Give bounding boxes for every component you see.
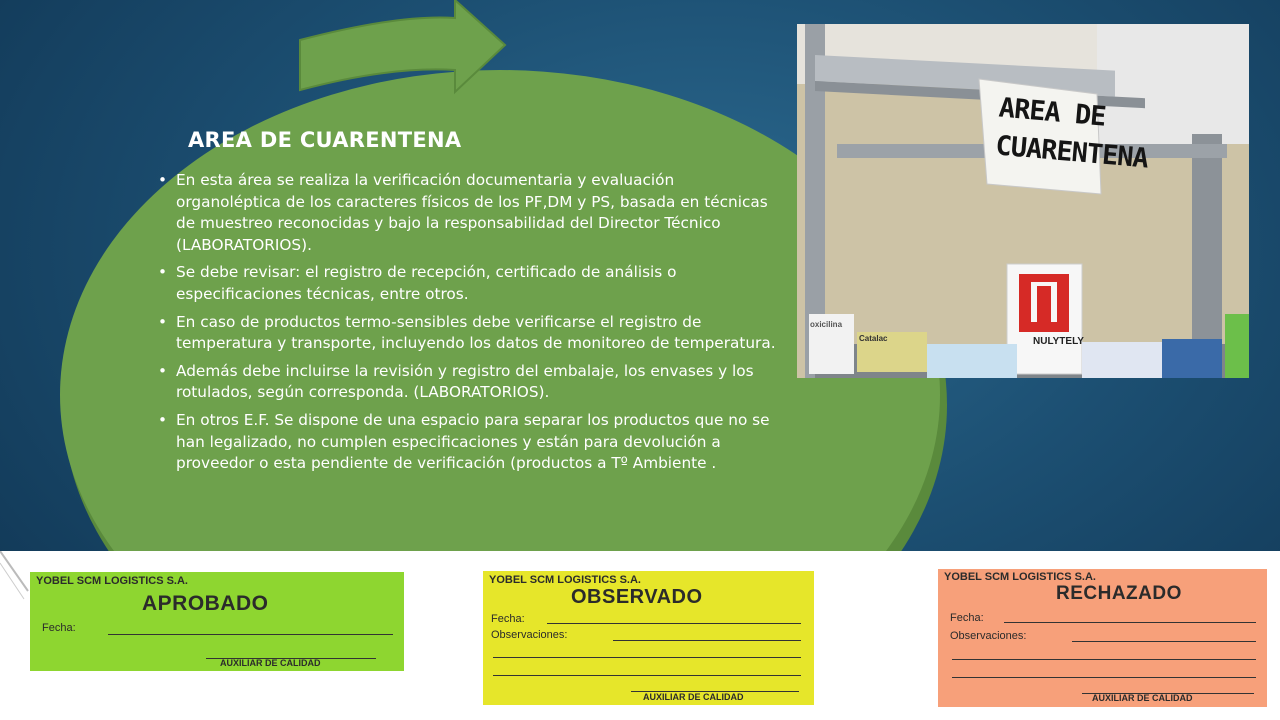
label-observaciones: Observaciones: — [950, 630, 1027, 642]
sign-line: AREA DE — [997, 92, 1107, 133]
obs-line — [1072, 641, 1256, 642]
label-rechazado — [938, 569, 1267, 707]
label-status: APROBADO — [142, 592, 269, 615]
slide-title: AREA DE CUARENTENA — [188, 128, 462, 152]
label-status: RECHAZADO — [1056, 583, 1182, 604]
box-label: NULYTELY — [1033, 336, 1084, 347]
quarantine-photo — [797, 24, 1249, 378]
label-signature: AUXILIAR DE CALIDAD — [643, 692, 744, 702]
bullet-item: • En caso de productos termo-sensibles debe verificarse el registro de temperatura y transporte, incluyendo los datos de monitoreo de temperatura. — [158, 312, 783, 355]
fecha-line — [108, 634, 393, 635]
bullet-list — [158, 170, 783, 481]
label-observado — [483, 571, 814, 705]
label-aprobado — [30, 572, 404, 671]
bullet-item: • En esta área se realiza la verificación documentaria y evaluación organoléptica de los caracteres físicos de los PF,DM y PS, basada en técnicas de muestreo reconocidas y bajo la responsabilidad del Director Técnico (LABORATORIOS). — [158, 170, 783, 256]
label-status: OBSERVADO — [571, 586, 703, 608]
obs-line — [613, 640, 801, 641]
label-signature: AUXILIAR DE CALIDAD — [220, 658, 321, 668]
label-fecha: Fecha: — [491, 613, 525, 625]
label-fecha: Fecha: — [950, 612, 984, 624]
label-fecha: Fecha: — [42, 622, 76, 634]
fecha-line — [1004, 622, 1256, 623]
label-signature: AUXILIAR DE CALIDAD — [1092, 693, 1193, 703]
shelf-illustration — [797, 24, 1249, 378]
obs-line — [493, 675, 801, 676]
status-labels-strip — [0, 551, 1280, 720]
bullet-item: • En otros E.F. Se dispone de una espacio para separar los productos que no se han legalizado, no cumplen especificaciones y están para devolución a proveedor o esta pendiente de verificación (productos a Tº Ambiente . — [158, 410, 783, 475]
bullet-item: • Se debe revisar: el registro de recepción, certificado de análisis o especificaciones técnicas, entre otros. — [158, 262, 783, 305]
obs-line — [952, 677, 1256, 678]
label-company: YOBEL SCM LOGISTICS S.A. — [944, 571, 1096, 583]
label-observaciones: Observaciones: — [491, 629, 568, 641]
label-company: YOBEL SCM LOGISTICS S.A. — [489, 574, 641, 586]
box-label: oxicilina — [810, 320, 843, 329]
label-company: YOBEL SCM LOGISTICS S.A. — [36, 575, 188, 587]
obs-line — [952, 659, 1256, 660]
fecha-line — [547, 623, 801, 624]
obs-line — [493, 657, 801, 658]
sign-text — [994, 89, 1153, 178]
sign-line: CUARENTENA — [994, 130, 1150, 175]
box-label: Catalac — [859, 334, 888, 343]
bullet-item: • Además debe incluirse la revisión y registro del embalaje, los envases y los rotulados, según corresponda. (LABORATORIOS). — [158, 361, 783, 404]
